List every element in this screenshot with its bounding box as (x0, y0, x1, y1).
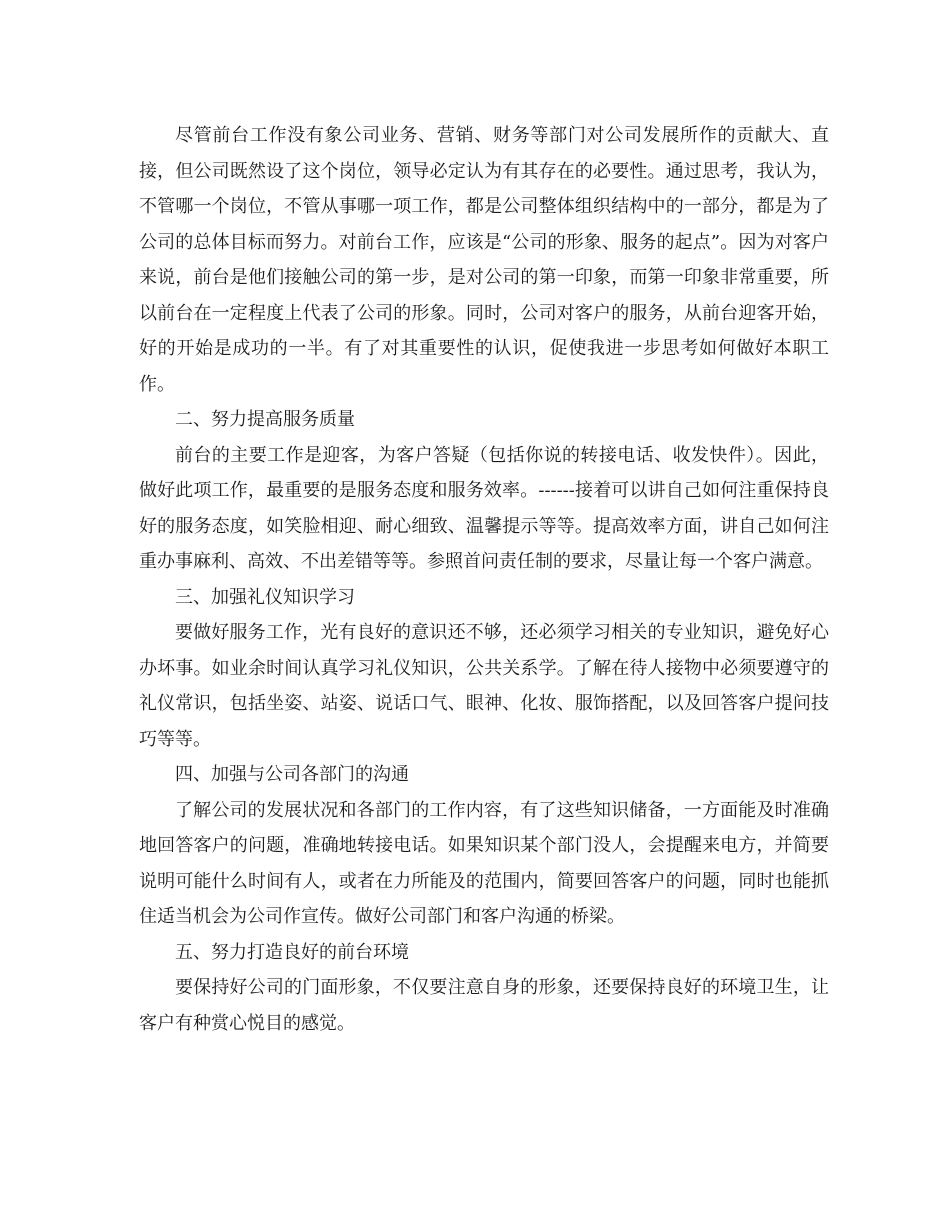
paragraph-environment: 要保持好公司的门面形象，不仅要注意自身的形象，还要保持良好的环境卫生，让客户有种赏心悦目的感觉。 (139, 977, 829, 1034)
section-heading-service-quality: 二、努力提高服务质量 (175, 409, 355, 430)
paragraph-etiquette: 要做好服务工作，光有良好的意识还不够，还必须学习相关的专业知识，避免好心办坏事。如业余时间认真学习礼仪知识，公共关系学。了解在待人接物中必须要遵守的礼仪常识，包括坐姿、站姿、说话口气、眼神、化妆、服饰搭配，以及回答客户提问技巧等等。 (139, 622, 829, 750)
paragraph-communication: 了解公司的发展状况和各部门的工作内容，有了这些知识储备，一方面能及时准确地回答客户的问题，准确地转接电话。如果知识某个部门没人，会提醒来电方，并简要说明可能什么时间有人，或者在力所能及的范围内，简要回答客户的问题，同时也能抓住适当机会为公司作宣传。做好公司部门和客户沟通的桥梁。 (139, 799, 829, 927)
paragraph-service-quality: 前台的主要工作是迎客，为客户答疑（包括你说的转接电话、收发快件）。因此，做好此项工作，最重要的是服务态度和服务效率。------接着可以讲自己如何注重保持良好的服务态度，如笑脸相迎、耐心细致、温馨提示等等。提高效率方面，讲自己如何注重办事麻利、高效、不出差错等等。参照首问责任制的要求，尽量让每一个客户满意。 (139, 444, 829, 572)
paragraph-front-desk-role: 尽管前台工作没有象公司业务、营销、财务等部门对公司发展所作的贡献大、直接，但公司既然设了这个岗位，领导必定认为有其存在的必要性。通过思考，我认为，不管哪一个岗位，不管从事哪一项工作，都是公司整体组织结构中的一部分，都是为了公司的总体目标而努力。对前台工作，应该是“公司的形象、服务的起点”。因为对客户来说，前台是他们接触公司的第一步，是对公司的第一印象，而第一印象非常重要，所以前台在一定程度上代表了公司的形象。同时，公司对客户的服务，从前台迎客开始，好的开始是成功的一半。有了对其重要性的认识，促使我进一步思考如何做好本职工作。 (139, 125, 829, 395)
section-heading-environment: 五、努力打造良好的前台环境 (175, 941, 409, 963)
section-heading-etiquette: 三、加强礼仪知识学习 (175, 586, 355, 608)
section-heading-communication: 四、加强与公司各部门的沟通 (175, 764, 409, 785)
document-body (139, 118, 829, 1041)
